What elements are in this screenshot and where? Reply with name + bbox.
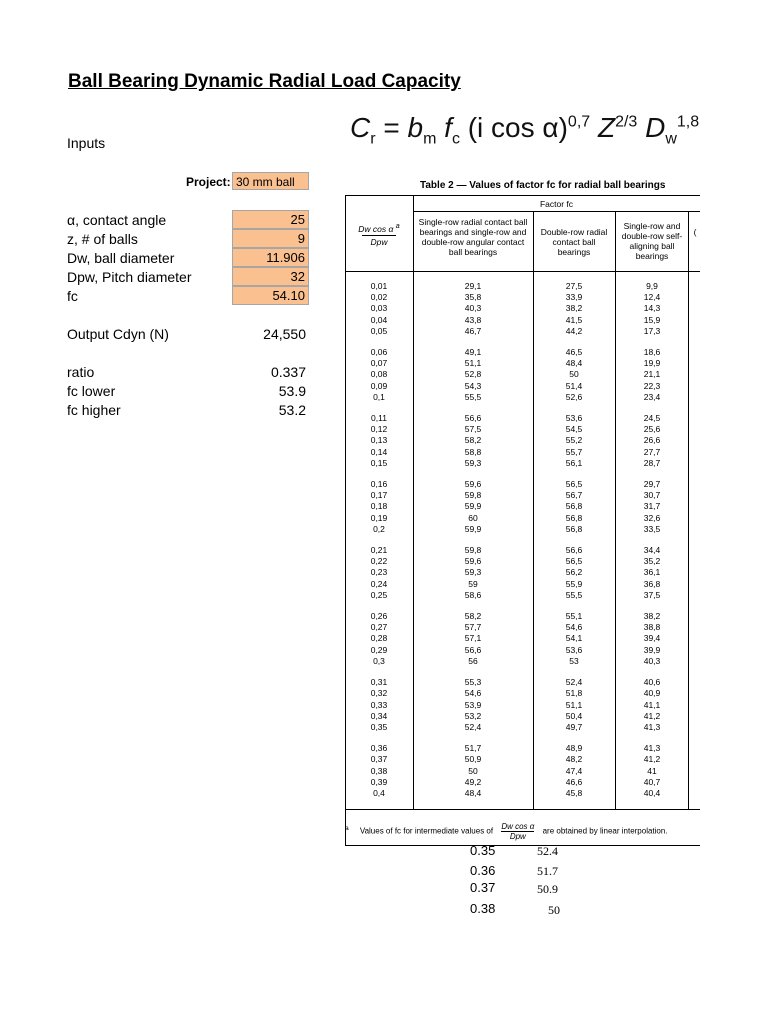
table-row-group bbox=[349, 677, 409, 733]
ratio-cell: 0,01 bbox=[370, 281, 388, 291]
self-aligning-cell: 41,1 bbox=[643, 699, 661, 710]
double-row-cell: 53 bbox=[569, 655, 579, 666]
ratio-cell: 0,37 bbox=[370, 754, 388, 765]
self-aligning-cell: 23,4 bbox=[643, 391, 661, 402]
single-row-cell: 59,6 bbox=[464, 556, 482, 567]
single-row-cell: 43,8 bbox=[464, 314, 482, 325]
self-aligning-cell: 24,5 bbox=[643, 413, 661, 424]
ratio-cell: 0,08 bbox=[370, 369, 388, 380]
double-row-cell: 56,8 bbox=[565, 512, 583, 523]
table-row-group bbox=[349, 611, 409, 667]
ratio-cell: 0,24 bbox=[370, 578, 388, 589]
single-row-cell: 50,9 bbox=[464, 754, 482, 765]
double-row-cell: 48,2 bbox=[565, 754, 583, 765]
double-row-cell: 55,2 bbox=[565, 435, 583, 446]
ratio-cell: 0,04 bbox=[370, 314, 388, 325]
ratio-cell: 0,31 bbox=[370, 677, 388, 688]
ratio-cell: 0,02 bbox=[370, 292, 388, 303]
table-row-group bbox=[618, 479, 686, 535]
inputs-heading: Inputs bbox=[67, 135, 106, 151]
single-row-cell: 57,1 bbox=[464, 633, 482, 644]
double-row-cell: 44,2 bbox=[565, 325, 583, 336]
self-aligning-cell: 41,2 bbox=[643, 710, 661, 721]
double-row-cell: 48,4 bbox=[565, 358, 583, 369]
col-double-row-header: Double-row radial contact ball bearings bbox=[540, 227, 608, 257]
self-aligning-cell: 15,9 bbox=[643, 314, 661, 325]
self-aligning-cell: 21,1 bbox=[643, 369, 661, 380]
self-aligning-cell: 34,4 bbox=[643, 545, 661, 556]
self-aligning-cell: 40,9 bbox=[643, 688, 661, 699]
single-row-cell: 59,8 bbox=[464, 545, 482, 556]
pitch-diameter-label: Dpw, Pitch diameter bbox=[67, 269, 192, 285]
ratio-cell: 0,03 bbox=[370, 303, 388, 314]
self-aligning-cell: 41 bbox=[647, 765, 657, 776]
double-row-column bbox=[537, 281, 611, 809]
ratio-cell: 0,38 bbox=[370, 765, 388, 776]
ratio-cell: 0,11 bbox=[371, 413, 387, 424]
double-row-cell: 46,6 bbox=[565, 776, 583, 787]
double-row-cell: 27,5 bbox=[565, 281, 583, 291]
self-aligning-cell: 12,4 bbox=[643, 292, 661, 303]
fc-higher-label: fc higher bbox=[67, 402, 121, 418]
ratio-cell: 0,29 bbox=[370, 644, 388, 655]
ratio-cell: 0,17 bbox=[370, 490, 388, 501]
ratio-cell: 0,15 bbox=[370, 457, 388, 468]
table-row-group bbox=[537, 611, 611, 667]
single-row-cell: 56,6 bbox=[464, 644, 482, 655]
single-row-cell: 58,8 bbox=[464, 446, 482, 457]
table-row-group bbox=[349, 347, 409, 403]
double-row-cell: 55,7 bbox=[565, 446, 583, 457]
table-row-group bbox=[417, 743, 529, 799]
self-aligning-cell: 26,6 bbox=[643, 435, 661, 446]
table-footnote: $^a$ Values of fc for intermediate values of Dw cos α Dpw are obtained by linear interpolation. bbox=[345, 822, 668, 841]
ratio-cell: 0,34 bbox=[370, 710, 388, 721]
double-row-cell: 51,1 bbox=[565, 699, 583, 710]
double-row-cell: 52,6 bbox=[565, 391, 583, 402]
table-row-group bbox=[618, 743, 686, 799]
table-row-group bbox=[349, 743, 409, 799]
table-row-group bbox=[417, 479, 529, 535]
bottom-ratio-3: 0.37 bbox=[470, 880, 496, 895]
ratio-cell: 0,16 bbox=[370, 479, 388, 490]
self-aligning-cell: 40,4 bbox=[643, 787, 661, 798]
self-aligning-cell: 30,7 bbox=[643, 490, 661, 501]
single-row-cell: 52,8 bbox=[464, 369, 482, 380]
self-aligning-cell: 25,6 bbox=[643, 424, 661, 435]
double-row-cell: 56,5 bbox=[565, 479, 583, 490]
table-row-group bbox=[618, 413, 686, 469]
table-row-group bbox=[537, 281, 611, 337]
double-row-cell: 54,6 bbox=[565, 622, 583, 633]
self-aligning-cell: 29,7 bbox=[643, 479, 661, 490]
ratio-cell: 0,25 bbox=[370, 589, 388, 600]
double-row-cell: 51,8 bbox=[565, 688, 583, 699]
single-row-cell: 56 bbox=[468, 655, 478, 666]
ratio-cell: 0,2 bbox=[373, 523, 385, 534]
ratio-cell: 0,06 bbox=[370, 347, 388, 358]
double-row-cell: 52,4 bbox=[565, 677, 583, 688]
col-single-row-header: Single-row radial contact ball bearings and single-row and double-row angular contact ball bearings bbox=[418, 217, 528, 257]
self-aligning-cell: 41,3 bbox=[643, 743, 661, 754]
single-row-cell: 49,1 bbox=[464, 347, 482, 358]
single-row-cell: 59,9 bbox=[464, 523, 482, 534]
factor-header: Factor fc bbox=[539, 199, 574, 209]
fc-input[interactable]: 54.10 bbox=[232, 286, 309, 305]
single-row-cell: 51,1 bbox=[464, 358, 482, 369]
self-aligning-cell: 14,3 bbox=[643, 303, 661, 314]
table-row-group bbox=[618, 545, 686, 601]
table-row-group bbox=[537, 413, 611, 469]
ratio-cell: 0,13 bbox=[370, 435, 388, 446]
ratio-cell: 0,07 bbox=[370, 358, 388, 369]
single-row-cell: 59,9 bbox=[464, 501, 482, 512]
table-row-group bbox=[618, 347, 686, 403]
double-row-cell: 50,4 bbox=[565, 710, 583, 721]
ratio-header: Dw cos α $^a$ Dpw bbox=[358, 222, 400, 247]
self-aligning-cell: 40,7 bbox=[643, 776, 661, 787]
ball-diameter-label: Dw, ball diameter bbox=[67, 250, 175, 266]
output-label: Output Cdyn (N) bbox=[67, 326, 169, 342]
single-row-cell: 35,8 bbox=[464, 292, 482, 303]
fc-lower-label: fc lower bbox=[67, 383, 116, 399]
single-row-cell: 54,6 bbox=[464, 688, 482, 699]
ratio-cell: 0,09 bbox=[370, 380, 388, 391]
double-row-cell: 50 bbox=[569, 369, 579, 380]
bottom-ratio-2: 0.36 bbox=[470, 863, 496, 878]
table-row-group bbox=[417, 281, 529, 337]
single-row-cell: 48,4 bbox=[464, 787, 482, 798]
bottom-fc-3: 50.9 bbox=[537, 882, 558, 896]
single-row-cell: 60 bbox=[468, 512, 478, 523]
self-aligning-cell: 33,5 bbox=[643, 523, 661, 534]
double-row-cell: 56,8 bbox=[565, 501, 583, 512]
single-row-column bbox=[417, 281, 529, 809]
single-row-cell: 29,1 bbox=[464, 281, 482, 291]
single-row-cell: 57,5 bbox=[464, 424, 482, 435]
single-row-cell: 52,4 bbox=[464, 721, 482, 732]
self-aligning-cell: 41,2 bbox=[643, 754, 661, 765]
output-value: 24,550 bbox=[263, 326, 306, 342]
self-aligning-cell: 18,6 bbox=[643, 347, 661, 358]
ratio-label: ratio bbox=[67, 364, 95, 380]
table-row-group bbox=[537, 479, 611, 535]
ratio-cell: 0,33 bbox=[370, 699, 388, 710]
single-row-cell: 59,3 bbox=[464, 457, 482, 468]
bottom-fc-1: 52.4 bbox=[537, 844, 558, 858]
single-row-cell: 58,6 bbox=[464, 589, 482, 600]
self-aligning-column bbox=[618, 281, 686, 809]
ball-diameter-input[interactable]: 11.906 bbox=[232, 248, 309, 267]
single-row-cell: 58,2 bbox=[464, 611, 482, 622]
double-row-cell: 55,9 bbox=[565, 578, 583, 589]
self-aligning-cell: 9,9 bbox=[646, 281, 658, 291]
fc-lower-value: 53.9 bbox=[278, 383, 306, 399]
self-aligning-cell: 40,6 bbox=[643, 677, 661, 688]
table-row-group bbox=[417, 611, 529, 667]
double-row-cell: 48,9 bbox=[565, 743, 583, 754]
table-row-group bbox=[349, 545, 409, 601]
ratio-cell: 0,28 bbox=[370, 633, 388, 644]
double-row-cell: 41,5 bbox=[565, 314, 583, 325]
single-row-cell: 56,6 bbox=[464, 413, 482, 424]
sheet-title: Ball Bearing Dynamic Radial Load Capacity bbox=[68, 71, 461, 92]
table-row-group bbox=[537, 347, 611, 403]
bottom-ratio-4: 0.38 bbox=[470, 901, 496, 916]
self-aligning-cell: 38,2 bbox=[643, 611, 661, 622]
self-aligning-cell: 36,1 bbox=[643, 567, 661, 578]
ratio-cell: 0,1 bbox=[373, 391, 385, 402]
table-row-group bbox=[537, 545, 611, 601]
ratio-cell: 0,36 bbox=[370, 743, 388, 754]
double-row-cell: 56,1 bbox=[565, 457, 583, 468]
ratio-column bbox=[349, 281, 409, 809]
table-row-group bbox=[618, 281, 686, 337]
ball-count-input[interactable]: 9 bbox=[232, 229, 309, 248]
self-aligning-cell: 31,7 bbox=[643, 501, 661, 512]
ball-count-label: z, # of balls bbox=[67, 231, 138, 247]
single-row-cell: 49,2 bbox=[464, 776, 482, 787]
table-row-group bbox=[537, 677, 611, 733]
self-aligning-cell: 32,6 bbox=[643, 512, 661, 523]
single-row-cell: 55,5 bbox=[464, 391, 482, 402]
ratio-cell: 0,26 bbox=[370, 611, 388, 622]
table-row-group bbox=[618, 611, 686, 667]
self-aligning-cell: 40,3 bbox=[643, 655, 661, 666]
table-row-group bbox=[417, 413, 529, 469]
self-aligning-cell: 28,7 bbox=[643, 457, 661, 468]
ratio-cell: 0,3 bbox=[373, 655, 385, 666]
double-row-cell: 47,4 bbox=[565, 765, 583, 776]
double-row-cell: 38,2 bbox=[565, 303, 583, 314]
project-label: Project: bbox=[186, 175, 231, 189]
self-aligning-cell: 17,3 bbox=[643, 325, 661, 336]
self-aligning-cell: 38,8 bbox=[643, 622, 661, 633]
single-row-cell: 40,3 bbox=[464, 303, 482, 314]
project-input[interactable]: 30 mm ball bbox=[232, 172, 309, 190]
double-row-cell: 46,5 bbox=[565, 347, 583, 358]
self-aligning-cell: 39,9 bbox=[643, 644, 661, 655]
ratio-cell: 0,39 bbox=[370, 776, 388, 787]
table-row-group bbox=[417, 347, 529, 403]
table-row-group bbox=[417, 545, 529, 601]
double-row-cell: 56,6 bbox=[565, 545, 583, 556]
single-row-cell: 51,7 bbox=[464, 743, 482, 754]
bottom-fc-2: 51.7 bbox=[537, 864, 558, 878]
self-aligning-cell: 35,2 bbox=[643, 556, 661, 567]
double-row-cell: 51,4 bbox=[565, 380, 583, 391]
single-row-cell: 55,3 bbox=[464, 677, 482, 688]
self-aligning-cell: 39,4 bbox=[643, 633, 661, 644]
single-row-cell: 53,9 bbox=[464, 699, 482, 710]
ratio-cell: 0,05 bbox=[370, 325, 388, 336]
ratio-cell: 0,32 bbox=[370, 688, 388, 699]
bottom-fc-4: 50 bbox=[548, 903, 560, 917]
ratio-cell: 0,23 bbox=[370, 567, 388, 578]
double-row-cell: 49,7 bbox=[565, 721, 583, 732]
table-row-group bbox=[349, 413, 409, 469]
contact-angle-input[interactable]: 25 bbox=[232, 210, 309, 229]
load-capacity-formula: $C_r = b_m$ $f_c$ (i cos α)$^{0,7}$ $Z^{2/3}$ $D_w^{1,8}$ bbox=[350, 112, 700, 148]
ratio-cell: 0,19 bbox=[370, 512, 388, 523]
single-row-cell: 59,6 bbox=[464, 479, 482, 490]
self-aligning-cell: 41,3 bbox=[643, 721, 661, 732]
double-row-cell: 53,6 bbox=[565, 644, 583, 655]
col-cut-header: ( bbox=[693, 227, 697, 237]
ratio-cell: 0,18 bbox=[370, 501, 388, 512]
single-row-cell: 59,8 bbox=[464, 490, 482, 501]
reference-table bbox=[345, 195, 700, 845]
ratio-cell: 0,35 bbox=[370, 721, 388, 732]
table-row-group bbox=[349, 479, 409, 535]
table-title: Table 2 — Values of factor fc for radial ball bearings bbox=[420, 180, 666, 191]
single-row-cell: 53,2 bbox=[464, 710, 482, 721]
single-row-cell: 59 bbox=[468, 578, 478, 589]
double-row-cell: 45,8 bbox=[565, 787, 583, 798]
table-row-group bbox=[349, 281, 409, 337]
col-self-aligning-header: Single-row and double-row self-aligning ball bearings bbox=[621, 221, 683, 261]
ratio-cell: 0,21 bbox=[370, 545, 388, 556]
contact-angle-label: α, contact angle bbox=[67, 212, 167, 228]
ratio-cell: 0,4 bbox=[373, 787, 385, 798]
double-row-cell: 56,8 bbox=[565, 523, 583, 534]
double-row-cell: 33,9 bbox=[565, 292, 583, 303]
fc-label: fc bbox=[67, 288, 78, 304]
double-row-cell: 56,7 bbox=[565, 490, 583, 501]
ratio-cell: 0,12 bbox=[370, 424, 388, 435]
double-row-cell: 55,1 bbox=[565, 611, 583, 622]
table-row-group bbox=[417, 677, 529, 733]
single-row-cell: 46,7 bbox=[464, 325, 482, 336]
double-row-cell: 56,2 bbox=[565, 567, 583, 578]
double-row-cell: 54,5 bbox=[565, 424, 583, 435]
single-row-cell: 58,2 bbox=[464, 435, 482, 446]
double-row-cell: 56,5 bbox=[565, 556, 583, 567]
ratio-cell: 0,22 bbox=[370, 556, 388, 567]
self-aligning-cell: 27,7 bbox=[643, 446, 661, 457]
table-row-group bbox=[618, 677, 686, 733]
double-row-cell: 54,1 bbox=[565, 633, 583, 644]
pitch-diameter-input[interactable]: 32 bbox=[232, 267, 309, 286]
double-row-cell: 55,5 bbox=[565, 589, 583, 600]
table-row-group bbox=[537, 743, 611, 799]
ratio-value: 0.337 bbox=[270, 364, 306, 380]
self-aligning-cell: 37,5 bbox=[643, 589, 661, 600]
bottom-ratio-1: 0.35 bbox=[470, 843, 496, 858]
self-aligning-cell: 36,8 bbox=[643, 578, 661, 589]
ratio-cell: 0,14 bbox=[370, 446, 388, 457]
single-row-cell: 59,3 bbox=[464, 567, 482, 578]
single-row-cell: 50 bbox=[468, 765, 478, 776]
self-aligning-cell: 22,3 bbox=[643, 380, 661, 391]
single-row-cell: 54,3 bbox=[464, 380, 482, 391]
self-aligning-cell: 19,9 bbox=[643, 358, 661, 369]
fc-higher-value: 53.2 bbox=[278, 402, 306, 418]
single-row-cell: 57,7 bbox=[464, 622, 482, 633]
double-row-cell: 53,6 bbox=[565, 413, 583, 424]
ratio-cell: 0,27 bbox=[370, 622, 388, 633]
